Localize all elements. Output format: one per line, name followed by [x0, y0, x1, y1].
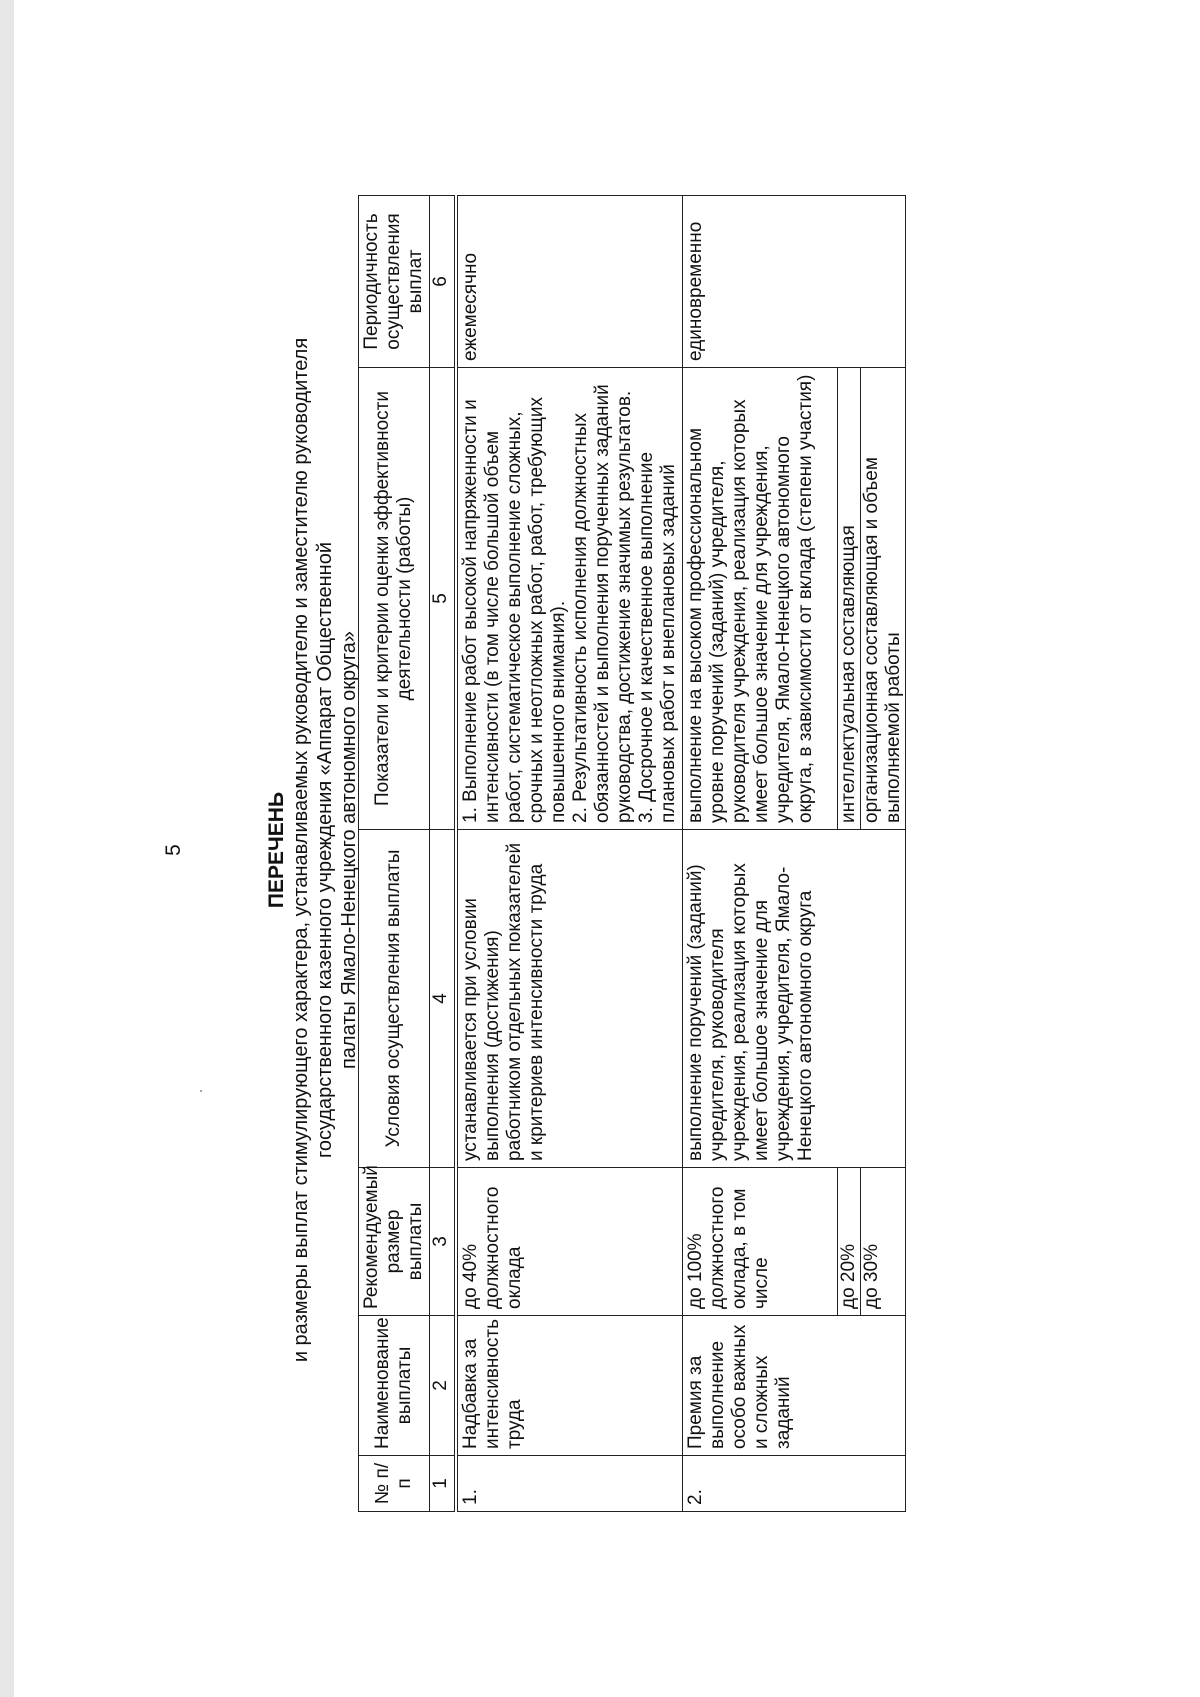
page-number: 5	[162, 844, 185, 856]
payment-size: до 100% должностного оклада, в том числе	[683, 1168, 838, 1316]
table-header-row	[359, 196, 430, 1512]
payment-size: до 40% должностного оклада	[456, 1168, 683, 1316]
document-title: ПЕРЕЧЕНЬ	[265, 791, 288, 909]
payment-name: Премия за выполнение особо важных и сложных заданий	[683, 1316, 906, 1456]
column-number: 6	[430, 196, 457, 368]
criteria-item: 2. Результативность исполнения должностных обязанностей и выполнения порученных заданий руководства, достижение значимых результатов.	[570, 384, 635, 823]
column-header-conditions: Условия осуществления выплаты	[359, 830, 430, 1168]
criteria-item: 3. Досрочное и качественное выполнение плановых работ и внеплановых заданий	[636, 451, 679, 823]
payment-periodicity: ежемесячно	[456, 196, 683, 368]
document-subtitle-line: палаты Ямало-Ненецкого автономного округа»	[338, 630, 360, 1070]
payment-periodicity: единовременно	[683, 196, 906, 368]
payment-criteria: выполнение на высоком профессиональном уровне поручений (заданий) учредителя, руководителя учреждения, реализация которых имеет большое значение для учреждения, учредителя, Ямало-Ненецкого автономного округа, в зависимости от вклада (степени участия)	[683, 368, 838, 830]
row-number: 1.	[456, 1456, 683, 1512]
row-number: 2.	[683, 1456, 906, 1512]
column-header-size: Рекомендуемый размер выплаты	[359, 1168, 430, 1316]
table-row	[683, 196, 838, 1512]
document-page	[150, 50, 1050, 1650]
document-subtitle-line: и размеры выплат стимулирующего характера, устанавливаемых руководителю и заместителю руководителя	[290, 337, 312, 1363]
sub-item-size: до 30%	[861, 1168, 906, 1316]
column-number-row	[430, 196, 457, 1512]
sub-item-criteria: интеллектуальная составляющая	[838, 368, 861, 830]
sub-item-size: до 20%	[838, 1168, 861, 1316]
column-header-number: № п/п	[359, 1456, 430, 1512]
column-header-name: Наименование выплаты	[359, 1316, 430, 1456]
column-number: 1	[430, 1456, 457, 1512]
column-header-criteria: Показатели и критерии оценки эффективности деятельности (работы)	[359, 368, 430, 830]
table-row	[456, 196, 683, 1512]
scan-edge	[0, 0, 14, 1697]
payment-conditions: выполнение поручений (заданий) учредителя, руководителя учреждения, реализация которых имеет большое значение для учреждения, учредителя, Ямало-Ненецкого автономного округа	[683, 830, 906, 1168]
column-number: 3	[430, 1168, 457, 1316]
column-header-periodicity: Периодичность осуществления выплат	[359, 196, 430, 368]
document-subtitle-line: государственного казенного учреждения «Аппарат Общественной	[314, 542, 336, 1158]
payment-criteria	[456, 368, 683, 830]
payment-conditions: устанавливается при условии выполнения (достижения) работником отдельных показателей и критериев интенсивности труда	[456, 830, 683, 1168]
column-number: 5	[430, 368, 457, 830]
payment-name: Надбавка за интенсивность труда	[456, 1316, 683, 1456]
column-number: 4	[430, 830, 457, 1168]
column-number: 2	[430, 1316, 457, 1456]
payments-table	[358, 195, 906, 1512]
criteria-item: 1. Выполнение работ высокой напряженности и интенсивности (в том числе большой объем работ, систематическое выполнение сложных, срочных и неотложных работ, работ, требующих повышенного внимания).	[460, 397, 569, 823]
document-header	[265, 50, 361, 1650]
sub-item-criteria: организационная составляющая и объем выполняемой работы	[861, 368, 906, 830]
